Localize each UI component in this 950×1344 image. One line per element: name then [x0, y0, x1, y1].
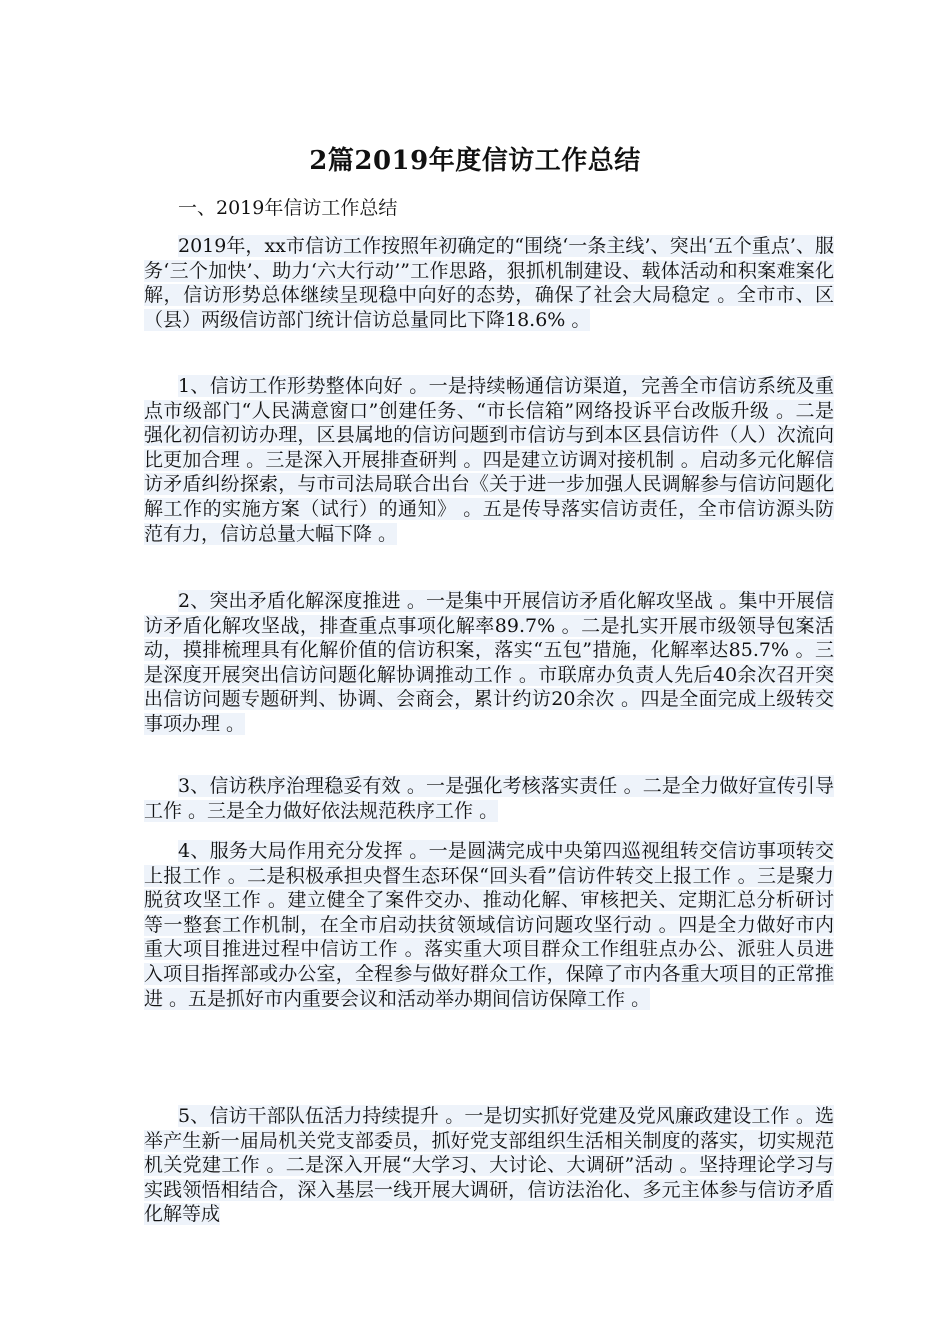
section-heading: 一、2019年信访工作总结 [178, 197, 398, 219]
paragraph-text: 2、突出矛盾化解深度推进 。一是集中开展信访矛盾化解攻坚战 。集中开展信访矛盾化解攻坚战，排查重点事项化解率89.7% 。二是扎实开展市级领导包案活动，摸排梳理具有化解价值的信访积案，落实“五包”措施，化解率达85.7% 。三是深度开展突出信访问题化解协调推动工作 。市联席办负责人先后40余次召开突出信访问题专题研判、协调、会商会，累计约访20余次 。四是全面完成上级转交事项办理 。 [144, 590, 834, 735]
paragraph-order [144, 774, 834, 823]
paragraph-conflict-resolution [144, 589, 834, 737]
document-title: 2篇2019年度信访工作总结 [309, 146, 641, 176]
paragraph-overview [144, 234, 834, 332]
paragraph-service [144, 839, 834, 1011]
paragraph-text: 2019年，xx市信访工作按照年初确定的“围绕‘一条主线’、突出‘五个重点’、服务‘三个加快’、助力‘六大行动’”工作思路，狠抓机制建设、载体活动和积案难案化解，信访形势总体继续呈现稳中向好的态势，确保了社会大局稳定 。全市市、区（县）两级信访部门统计信访总量同比下降18.6% 。 [144, 235, 834, 331]
paragraph-text: 5、信访干部队伍活力持续提升 。一是切实抓好党建及党风廉政建设工作 。选举产生新一届局机关党支部委员，抓好党支部组织生活相关制度的落实，切实规范机关党建工作 。二是深入开展“大学习、大讨论、大调研”活动 。坚持理论学习与实践领悟相结合，深入基层一线开展大调研，信访法治化、多元主体参与信访矛盾化解等成 [144, 1105, 834, 1226]
paragraph-situation [144, 374, 834, 546]
paragraph-text: 4、服务大局作用充分发挥 。一是圆满完成中央第四巡视组转交信访事项转交上报工作 。二是积极承担央督生态环保“回头看”信访件转交上报工作 。三是聚力脱贫攻坚工作 。建立健全了案件交办、推动化解、审核把关、定期汇总分析研讨等一整套工作机制，在全市启动扶贫领域信访问题攻坚行动 。四是全力做好市内重大项目推进过程中信访工作 。落实重大项目群众工作组驻点办公、派驻人员进入项目指挥部或办公室，全程参与做好群众工作，保障了市内各重大项目的正常推进 。五是抓好市内重要会议和活动举办期间信访保障工作 。 [144, 840, 834, 1010]
paragraph-text: 1、信访工作形势整体向好 。一是持续畅通信访渠道，完善全市信访系统及重点市级部门“人民满意窗口”创建任务、“市长信箱”网络投诉平台改版升级 。二是强化初信初访办理，区县属地的信访问题到市信访与到本区县信访件（人）次流向比更加合理 。三是深入开展排查研判 。四是建立访调对接机制 。启动多元化解信访矛盾纠纷探索，与市司法局联合出台《关于进一步加强人民调解参与信访问题化解工作的实施方案（试行）的通知》 。五是传导落实信访责任，全市信访源头防范有力，信访总量大幅下降 。 [144, 375, 834, 545]
paragraph-staff [144, 1104, 834, 1227]
paragraph-text: 3、信访秩序治理稳妥有效 。一是强化考核落实责任 。二是全力做好宣传引导工作 。三是全力做好依法规范秩序工作 。 [144, 775, 834, 822]
